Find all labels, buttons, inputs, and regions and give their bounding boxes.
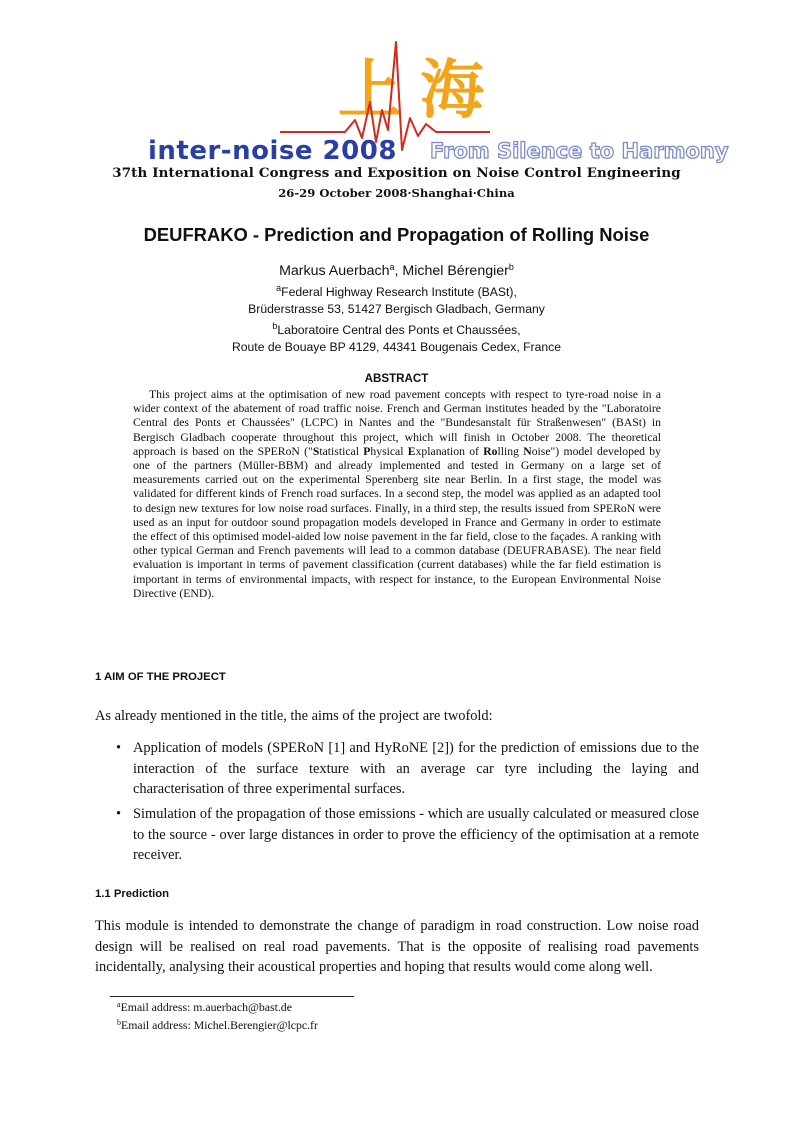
subsection-heading: 1.1 Prediction bbox=[95, 888, 170, 900]
bullet-text: Simulation of the propagation of those emissions - which are usually calculated or measured close to the source - over large distances in order to prove the efficiency of the optimisation at a remote receiver. bbox=[133, 806, 699, 864]
conference-logo bbox=[130, 40, 729, 170]
bullet-marker: • bbox=[116, 740, 122, 756]
abstract-text: model developed by one of the partners (Müller-BBM) and already implemented and tested in Germany on a large set of measurements carried out on the experimental Sperenberg site near Berlin. In a first stage, the model was validated for different kinds of French road surfaces. In a second step, the model was applied as an adapted tool to design new textures for low noise road surfaces. Finally, in a third step, the results issued from SPERoN were used as an input for outdoor sound propagation models developed in France and Germany in order to estimate the effect of this optimised model-aided low noise pavement in the far field, close to the façades. A ranking with other typical German and French pavements will lead to a common database (DEUFRABASE). The near field evaluation is important in terms of pavement classification (current databases) while the far field estimation is important in terms of environmental impacts, with respect for instance, to the European Environmental Noise Directive (END). bbox=[133, 444, 661, 600]
abstract-text: This project aims at the optimisation of new road pavement concepts with respect to tyre-road noise in a wider context of the abatement of road traffic noise. French and German institutes headed by the "Laboratoire Central des Ponts et Chaussées" (LCPC) in Nantes and the "Bundesanstalt für Straßenwesen" (BASt) in Bergisch Gladbach cooperate throughout this project, which will finish in October 2008. The theoretical approach is based on the SPERoN (" bbox=[133, 388, 661, 458]
bullet-text: Application of models (SPERoN [1] and HyRoNE [2]) for the prediction of emissions due to the interaction of the surface texture with an average car tyre including the laying and characterisation of three experimental surfaces. bbox=[133, 740, 699, 798]
author-mark: a bbox=[389, 262, 395, 272]
abstract-body bbox=[133, 388, 661, 601]
footnote-mark: a bbox=[117, 1000, 121, 1009]
affiliation-text: Brüderstrasse 53, 51427 Bergisch Gladbach, Germany bbox=[248, 302, 545, 316]
acronym-letter: S bbox=[312, 444, 320, 458]
affiliation-mark: b bbox=[272, 321, 278, 331]
affiliation-text: Route de Bouaye BP 4129, 44341 Bougenais Cedex, France bbox=[231, 340, 562, 354]
author-separator: , bbox=[394, 263, 403, 279]
affiliations bbox=[0, 280, 793, 356]
affiliation-text: Federal Highway Research Institute (BASt), bbox=[281, 285, 517, 299]
affiliation-line bbox=[0, 339, 793, 356]
footnote-rule bbox=[110, 996, 354, 997]
abstract-text: xplanation of bbox=[415, 444, 484, 458]
acronym-letter: Ro bbox=[483, 444, 498, 458]
footnote bbox=[117, 1000, 292, 1015]
subsection-body: This module is intended to demonstrate the change of paradigm in road construction. Low noise road design will be realised on real road pavements. That is the opposite of realising road pavements incidentally, analysing their acoustical properties and hoping that results would come along well. bbox=[95, 918, 699, 976]
acronym-letter: P bbox=[363, 444, 371, 458]
logo-chinese-characters: 上海 bbox=[338, 54, 502, 128]
bullet-item bbox=[116, 738, 699, 800]
affiliation-mark: a bbox=[276, 283, 282, 293]
logo-brand-text: inter-noise 2008 bbox=[148, 136, 397, 166]
abstract-text: lling bbox=[497, 444, 524, 458]
acronym-letter: N bbox=[523, 444, 532, 458]
bullet-item bbox=[116, 804, 699, 866]
author-name: Michel Bérengier bbox=[402, 263, 509, 279]
abstract-text: hysical bbox=[370, 444, 408, 458]
author-mark: b bbox=[508, 262, 514, 272]
section-heading: 1 AIM OF THE PROJECT bbox=[95, 671, 226, 683]
bullet-marker: • bbox=[116, 806, 122, 822]
abstract-text: tatistical bbox=[319, 444, 364, 458]
paper-title: DEUFRAKO - Prediction and Propagation of Rolling Noise bbox=[143, 224, 650, 245]
congress-title: 37th International Congress and Exposition on Noise Control Engineering bbox=[112, 165, 681, 181]
acronym-letter: E bbox=[407, 444, 416, 458]
footnote bbox=[117, 1018, 318, 1033]
abstract-text: oise") bbox=[531, 444, 560, 458]
author-list bbox=[0, 262, 793, 279]
affiliation-text: Laboratoire Central des Ponts et Chaussées, bbox=[277, 323, 521, 337]
affiliation-line bbox=[0, 318, 793, 339]
congress-date: 26-29 October 2008·Shanghai·China bbox=[278, 186, 515, 200]
affiliation-line bbox=[0, 280, 793, 301]
footnote-text: Email address: m.auerbach@bast.de bbox=[120, 1000, 292, 1014]
logo-slogan: From Silence to Harmony bbox=[430, 139, 729, 163]
affiliation-line bbox=[0, 301, 793, 318]
footnote-mark: b bbox=[117, 1018, 121, 1027]
abstract-heading: ABSTRACT bbox=[364, 372, 429, 385]
footnote-text: Email address: Michel.Berengier@lcpc.fr bbox=[121, 1018, 318, 1032]
author-name: Markus Auerbach bbox=[279, 263, 390, 279]
section-intro: As already mentioned in the title, the aims of the project are twofold: bbox=[95, 708, 493, 724]
